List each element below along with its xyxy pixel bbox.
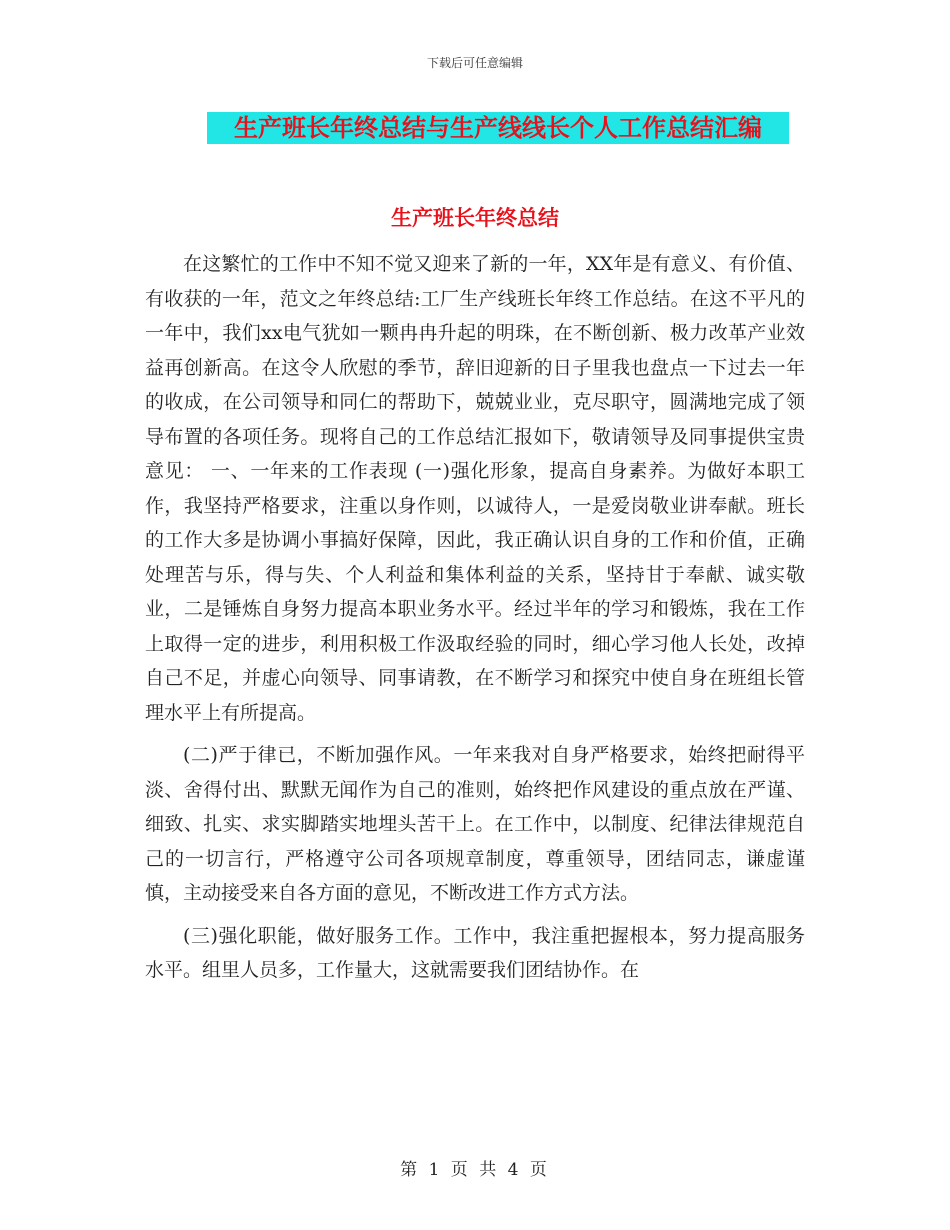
paragraph: 在这繁忙的工作中不知不觉又迎来了新的一年，XX年是有意义、有价值、有收获的一年，范文之年终总结:工厂生产线班长年终工作总结。在这不平凡的一年中，我们xx电气犹如一颗冉冉升起的明珠，在不断创新、极力改革产业效益再创新高。在这令人欣慰的季节，辞旧迎新的日子里我也盘点一下过去一年的收成，在公司领导和同仁的帮助下，兢兢业业，克尽职守，圆满地完成了领导布置的各项任务。现将自己的工作总结汇报如下，敬请领导及同事提供宝贵意见： 一、一年来的工作表现 (一)强化形象，提高自身素养。为做好本职工作，我坚持严格要求，注重以身作则，以诚待人，一是爱岗敬业讲奉献。班长的工作大多是协调小事搞好保障，因此，我正确认识自身的工作和价值，正确处理苦与乐，得与失、个人利益和集体利益的关系，坚持甘于奉献、诚实敬业，二是锤炼自身努力提高本职业务水平。经过半年的学习和锻炼，我在工作上取得一定的进步，利用积极工作汲取经验的同时，细心学习他人长处，改掉自己不足，并虚心向领导、同事请教，在不断学习和探究中使自身在班组长管理水平上有所提高。 xyxy=(145,253,805,724)
document-body xyxy=(145,247,805,988)
paragraph: (三)强化职能，做好服务工作。工作中，我注重把握根本，努力提高服务水平。组里人员多，工作量大，这就需要我们团结协作。在 xyxy=(145,924,805,981)
paragraph: (二)严于律已，不断加强作风。一年来我对自身严格要求，始终把耐得平淡、舍得付出、默默无闻作为自己的准则，始终把作风建设的重点放在严谨、细致、扎实、求实脚踏实地埋头苦干上。在工作中，以制度、纪律法律规范自己的一切言行，严格遵守公司各项规章制度，尊重领导，团结同志，谦虚谨慎，主动接受来自各方面的意见，不断改进工作方式方法。 xyxy=(145,744,805,904)
document-title: 生产班长年终总结与生产线线长个人工作总结汇编 xyxy=(207,112,789,144)
section-title: 生产班长年终总结 xyxy=(391,205,559,230)
header-note: 下载后可任意编辑 xyxy=(426,56,523,70)
page-footer: 第 1 页 共 4 页 xyxy=(400,1160,550,1180)
